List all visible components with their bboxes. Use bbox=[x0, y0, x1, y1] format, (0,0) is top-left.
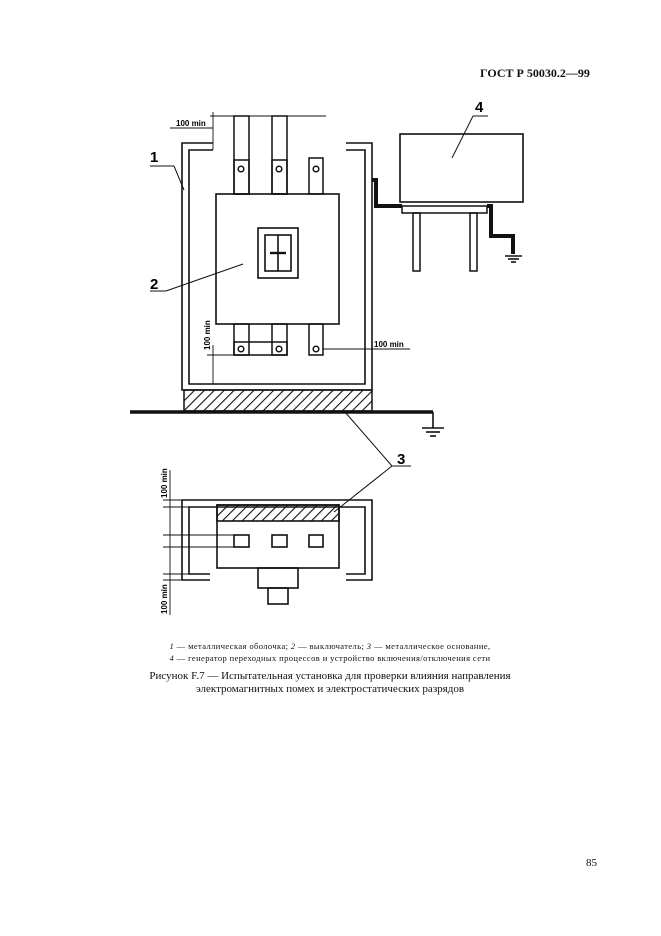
callout-leaders bbox=[150, 116, 488, 512]
legend-item3-text: — металлическое основание, bbox=[371, 641, 491, 651]
caption-line-1: Рисунок F.7 — Испытательная установка для проверки влияния направления bbox=[149, 670, 511, 682]
bonding-conductor bbox=[372, 180, 402, 206]
figure-caption bbox=[100, 670, 560, 696]
elevation-view bbox=[130, 112, 523, 512]
metal-enclosure bbox=[182, 143, 372, 390]
plan-top-clearance-label: 100 min bbox=[160, 468, 169, 498]
page-number: 85 bbox=[586, 857, 597, 869]
legend-item1-num: 1 bbox=[169, 641, 175, 651]
legend-item2-num: 2 bbox=[290, 641, 296, 651]
plan-base bbox=[217, 505, 339, 521]
bottom-terminals bbox=[234, 324, 323, 355]
legend-item1-text: — металлическая оболочка; bbox=[174, 641, 291, 651]
metal-base bbox=[184, 390, 372, 411]
legend-item4-num: 4 bbox=[169, 653, 175, 663]
caption-line-2: электромагнитных помех и электростатических разрядов bbox=[195, 683, 465, 695]
plan-view bbox=[163, 470, 372, 615]
legend-item4-text: — генератор переходных процессов и устройство включения/отключения сети bbox=[174, 653, 491, 663]
callout-3: 3 bbox=[397, 451, 406, 468]
callout-4: 4 bbox=[475, 99, 484, 116]
legend-item3-num: 3 bbox=[366, 641, 372, 651]
legend-item2-text: — выключатель; bbox=[295, 641, 367, 651]
generator-stand bbox=[402, 206, 487, 271]
top-clearance-label: 100 min bbox=[176, 119, 206, 128]
callout-1: 1 bbox=[150, 149, 159, 166]
top-terminals bbox=[234, 116, 323, 194]
breaker-handle bbox=[258, 228, 298, 278]
earth-symbol bbox=[422, 428, 444, 436]
top-clearance-dimension bbox=[170, 112, 326, 150]
side-clearance-label: 100 min bbox=[374, 340, 404, 349]
callout-2: 2 bbox=[150, 276, 159, 293]
plan-bottom-clearance-label: 100 min bbox=[160, 584, 169, 614]
standard-code-header: ГОСТ Р 50030.2—99 bbox=[480, 66, 590, 80]
bottom-clearance-label: 100 min bbox=[203, 320, 212, 350]
figure-legend bbox=[100, 640, 560, 664]
transient-generator bbox=[400, 134, 523, 202]
plan-dimensions bbox=[163, 470, 234, 615]
